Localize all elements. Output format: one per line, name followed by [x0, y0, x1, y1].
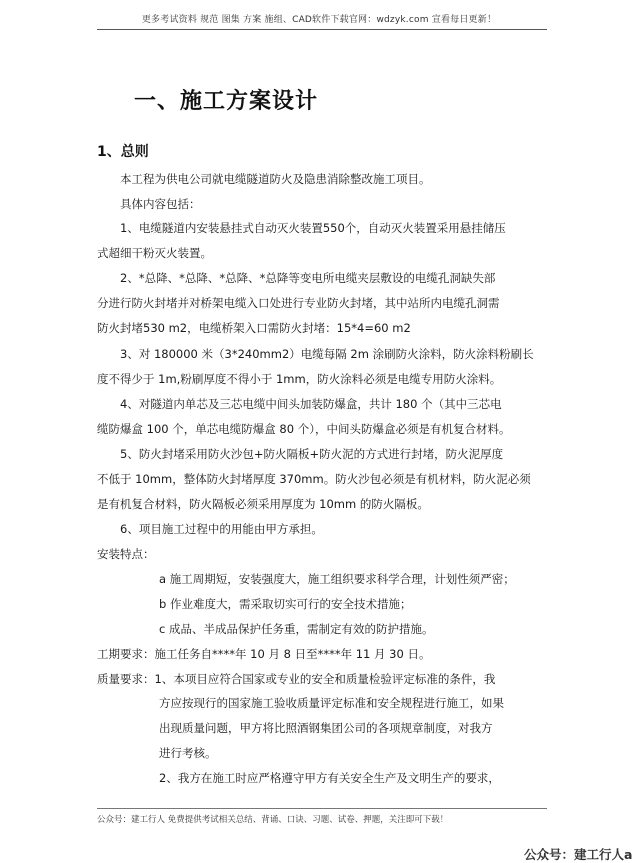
body-line: 安装特点： — [97, 547, 155, 561]
body-line: 式超细干粉灭火装置。 — [97, 246, 212, 260]
page-footer-text: 公众号：建工行人 免费提供考试相关总结、背诵、口诀、习题、试卷、押题，关注即可下载！ — [97, 815, 449, 825]
body-line: 2、*总降、*总降、*总降、*总降等变电所电缆夹层敷设的电缆孔洞缺失部 — [120, 271, 496, 285]
body-line: 具体内容包括： — [120, 197, 201, 211]
body-line: 工期要求：施工任务自****年 10 月 8 日至****年 11 月 30 日。 — [97, 647, 431, 661]
body-line: 2、我方在施工时应严格遵守甲方有关安全生产及文明生产的要求， — [159, 771, 500, 785]
account-watermark: 公众号：建工行人a — [524, 847, 633, 862]
footer-rule — [97, 808, 547, 809]
body-line: 分进行防火封堵并对桥架电缆入口处进行专业防火封堵，其中站所内电缆孔洞需 — [97, 296, 500, 310]
document-title: 一、施工方案设计 — [134, 89, 319, 114]
body-line: 方应按现行的国家施工验收质量评定标准和安全规程进行施工，如果 — [159, 696, 504, 710]
body-line: 度不得少于 1m,粉刷厚度不得小于 1mm，防火涂料必须是电缆专用防火涂料。 — [97, 372, 502, 386]
body-line: 本工程为供电公司就电缆隧道防火及隐患消除整改施工项目。 — [120, 172, 431, 186]
body-line: c 成品、半成品保护任务重，需制定有效的防护措施。 — [159, 622, 434, 636]
body-line: 5、防火封堵采用防火沙包+防火隔板+防火泥的方式进行封堵，防火泥厚度 — [120, 447, 504, 461]
body-line: 是有机复合材料，防火隔板必须采用厚度为 10mm 的防火隔板。 — [97, 497, 429, 511]
body-line: a 施工周期短，安装强度大，施工组织要求科学合理，计划性须严密； — [159, 572, 515, 586]
body-line: b 作业难度大，需采取切实可行的安全技术措施； — [159, 597, 412, 611]
page-header-text: 更多考试资料 规范 图集 方案 施组、CAD软件下载官网：wdzyk.com 宣看每日更新！ — [141, 15, 497, 25]
body-line: 不低于 10mm，整体防火封堵厚度 370mm。防火沙包必须是有机材料，防火泥必须 — [97, 472, 531, 486]
body-line: 进行考核。 — [159, 746, 217, 760]
body-line: 质量要求：1、本项目应符合国家或专业的安全和质量检验评定标准的条件，我 — [97, 672, 496, 686]
body-line: 4、对隧道内单芯及三芯电缆中间头加装防爆盒，共计 180 个（其中三芯电 — [120, 397, 502, 411]
body-line: 防火封堵530 m2，电缆桥架入口需防火封堵：15*4=60 m2 — [97, 321, 411, 335]
body-line: 6、项目施工过程中的用能由甲方承担。 — [120, 522, 323, 536]
body-line: 缆防爆盒 100 个，单芯电缆防爆盒 80 个），中间头防爆盒必须是有机复合材料。 — [97, 422, 511, 436]
body-line: 出现质量问题，甲方将比照酒钢集团公司的各项规章制度，对我方 — [159, 721, 493, 735]
section-heading: 1、总则 — [97, 144, 149, 160]
body-line: 3、对 180000 米（3*240mm2）电缆每隔 2m 涂刷防火涂料，防火涂料粉刷长 — [120, 347, 534, 361]
body-line: 1、电缆隧道内安装悬挂式自动灭火装置550个，自动灭火装置采用悬挂储压 — [120, 221, 506, 235]
header-rule — [97, 29, 547, 30]
